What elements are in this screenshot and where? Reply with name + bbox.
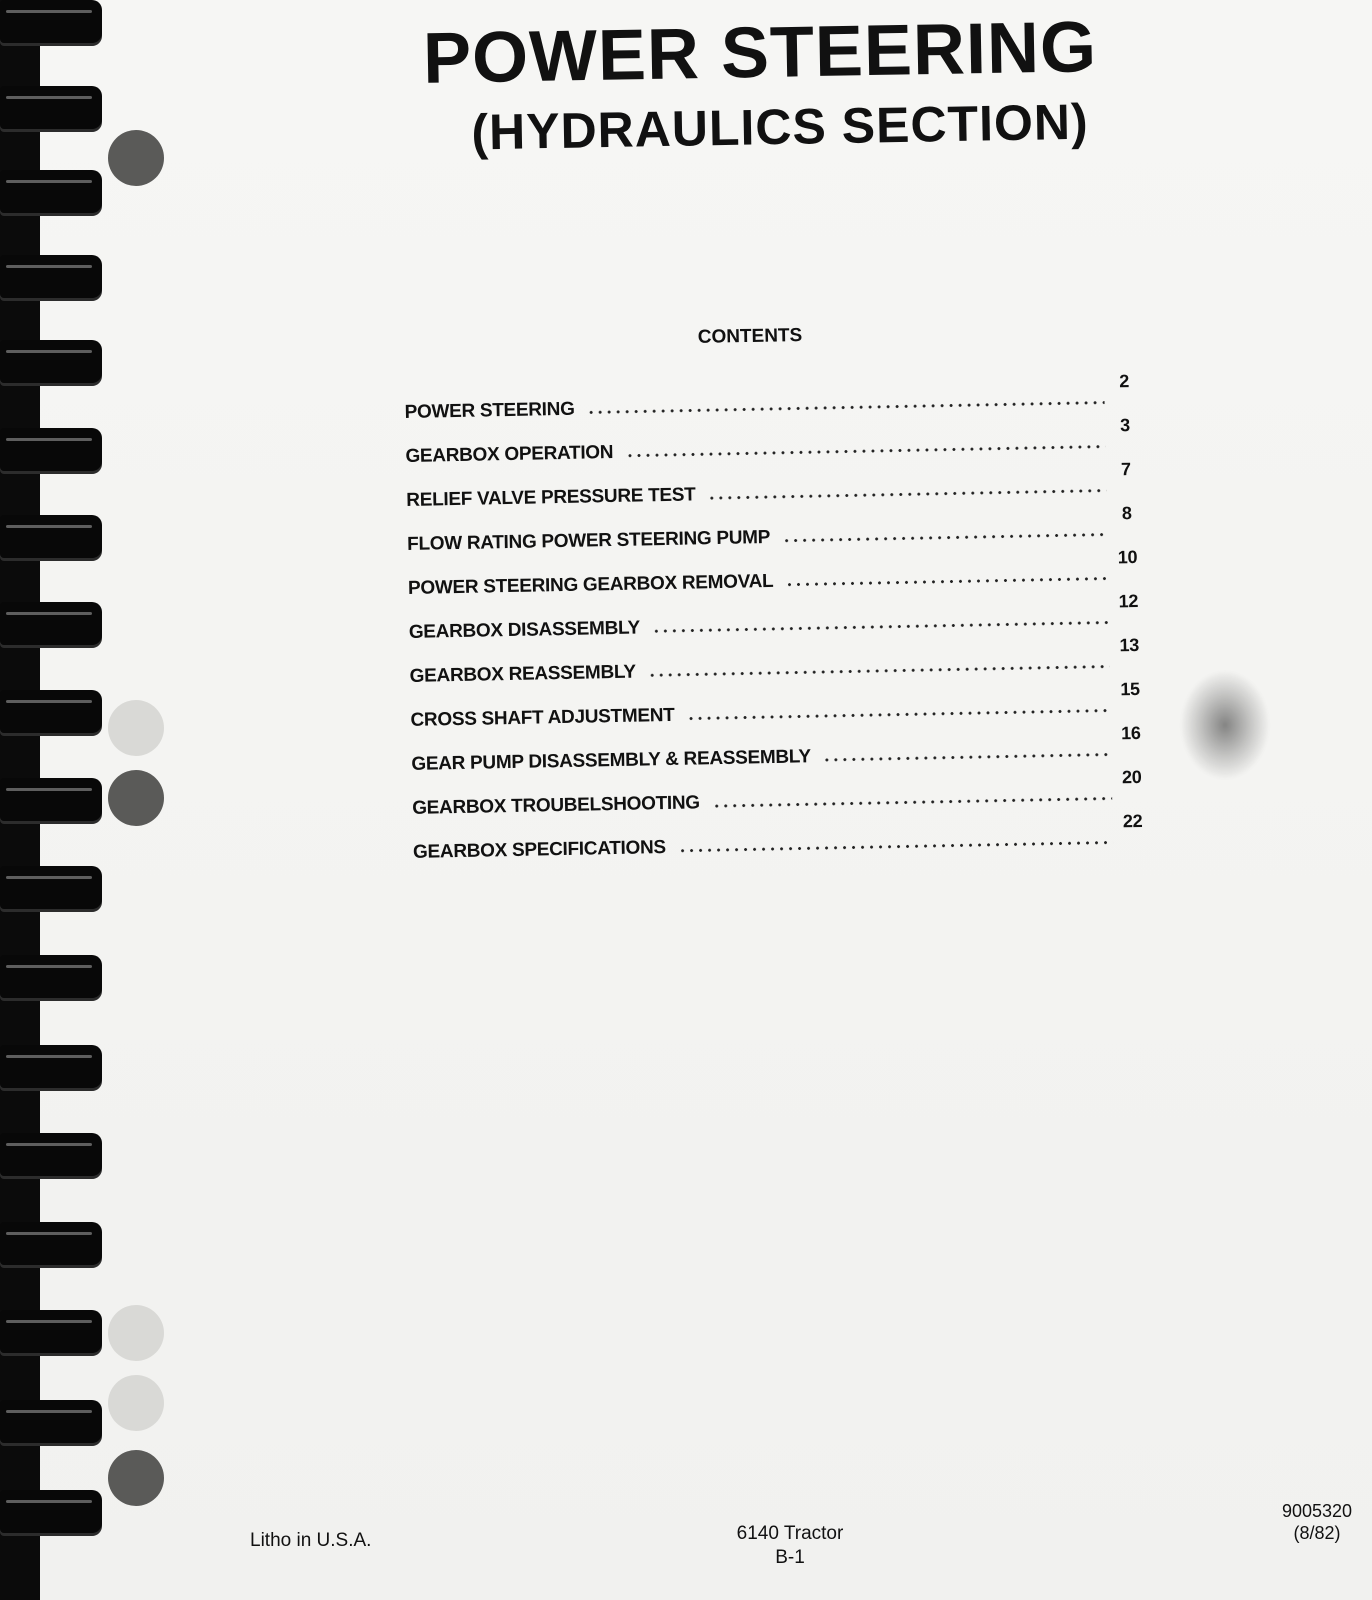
- toc-entry-label: RELIEF VALVE PRESSURE TEST: [406, 484, 696, 511]
- toc-entry-label: POWER STEERING: [404, 398, 575, 423]
- footer-page-number: B-1: [775, 1547, 805, 1568]
- binding-coil: [0, 170, 102, 216]
- toc-entry-page: 3: [1119, 415, 1131, 436]
- toc-entry-label: GEARBOX SPECIFICATIONS: [412, 837, 666, 863]
- toc-entry-page: 2: [1119, 371, 1130, 392]
- binding-coil: [0, 1310, 102, 1356]
- footer-date: (8/82): [1293, 1523, 1341, 1543]
- binding-coil: [0, 602, 102, 648]
- punch-hole-faint: [108, 700, 164, 756]
- toc-entry-page: 22: [1122, 810, 1143, 832]
- binding-coil: [0, 1490, 102, 1536]
- toc-entry-label: CROSS SHAFT ADJUSTMENT: [410, 704, 675, 731]
- binding-coil: [0, 1222, 102, 1268]
- binding-coil: [0, 255, 102, 301]
- toc-leader-dots: [712, 796, 1112, 808]
- contents-heading: CONTENTS: [697, 325, 803, 348]
- toc-entry-page: 13: [1119, 634, 1140, 656]
- toc-entry-label: GEARBOX OPERATION: [405, 441, 614, 467]
- punch-hole: [108, 130, 164, 186]
- footer-model-name: 6140 Tractor: [736, 1523, 844, 1544]
- toc-leader-dots: [823, 752, 1112, 762]
- page-title: POWER STEERING: [422, 7, 1098, 99]
- binding-coil: [0, 778, 102, 824]
- binding-coil: [0, 86, 102, 132]
- toc-leader-dots: [782, 533, 1107, 543]
- toc-entry-label: GEARBOX REASSEMBLY: [409, 661, 637, 687]
- toc-leader-dots: [678, 840, 1113, 852]
- binding-coil: [0, 866, 102, 912]
- punch-hole: [108, 770, 164, 826]
- footer-part-number: [1262, 1500, 1372, 1544]
- toc-entry-label: GEARBOX DISASSEMBLY: [408, 617, 641, 643]
- binding-coil: [0, 955, 102, 1001]
- footer-litho: Litho in U.S.A.: [250, 1530, 372, 1551]
- toc-leader-dots: [708, 489, 1107, 501]
- toc-entry-label: POWER STEERING GEARBOX REMOVAL: [407, 570, 774, 599]
- table-of-contents: [404, 366, 1153, 864]
- toc-entry-page: 7: [1120, 459, 1131, 480]
- punch-hole: [108, 1450, 164, 1506]
- footer-part-id: 9005320: [1281, 1501, 1353, 1521]
- binding-coil: [0, 690, 102, 736]
- binding-coil: [0, 340, 102, 386]
- toc-entry-label: GEAR PUMP DISASSEMBLY & REASSEMBLY: [411, 746, 811, 775]
- spiral-binding: [0, 0, 110, 1600]
- binding-coil: [0, 1400, 102, 1446]
- toc-leader-dots: [785, 577, 1108, 587]
- page-subtitle: (HYDRAULICS SECTION): [470, 93, 1090, 161]
- toc-entry-page: 12: [1118, 590, 1139, 612]
- binding-coil: [0, 1133, 102, 1179]
- footer-model: [720, 1522, 860, 1570]
- binding-coil: [0, 515, 102, 561]
- binding-coil: [0, 428, 102, 474]
- punch-hole-faint: [108, 1375, 164, 1431]
- binding-coil: [0, 1045, 102, 1091]
- toc-entry-page: 16: [1121, 722, 1141, 744]
- toc-entry-page: 10: [1117, 546, 1138, 568]
- toc-entry-label: FLOW RATING POWER STEERING PUMP: [406, 527, 771, 555]
- toc-entry-label: GEARBOX TROUBELSHOOTING: [412, 792, 700, 819]
- punch-hole-faint: [108, 1305, 164, 1361]
- toc-entry-page: 8: [1121, 503, 1132, 524]
- binding-coil: [0, 0, 102, 46]
- toc-entry-page: 20: [1121, 766, 1142, 788]
- toner-smudge: [1180, 670, 1270, 780]
- toc-entry-page: 15: [1120, 678, 1140, 700]
